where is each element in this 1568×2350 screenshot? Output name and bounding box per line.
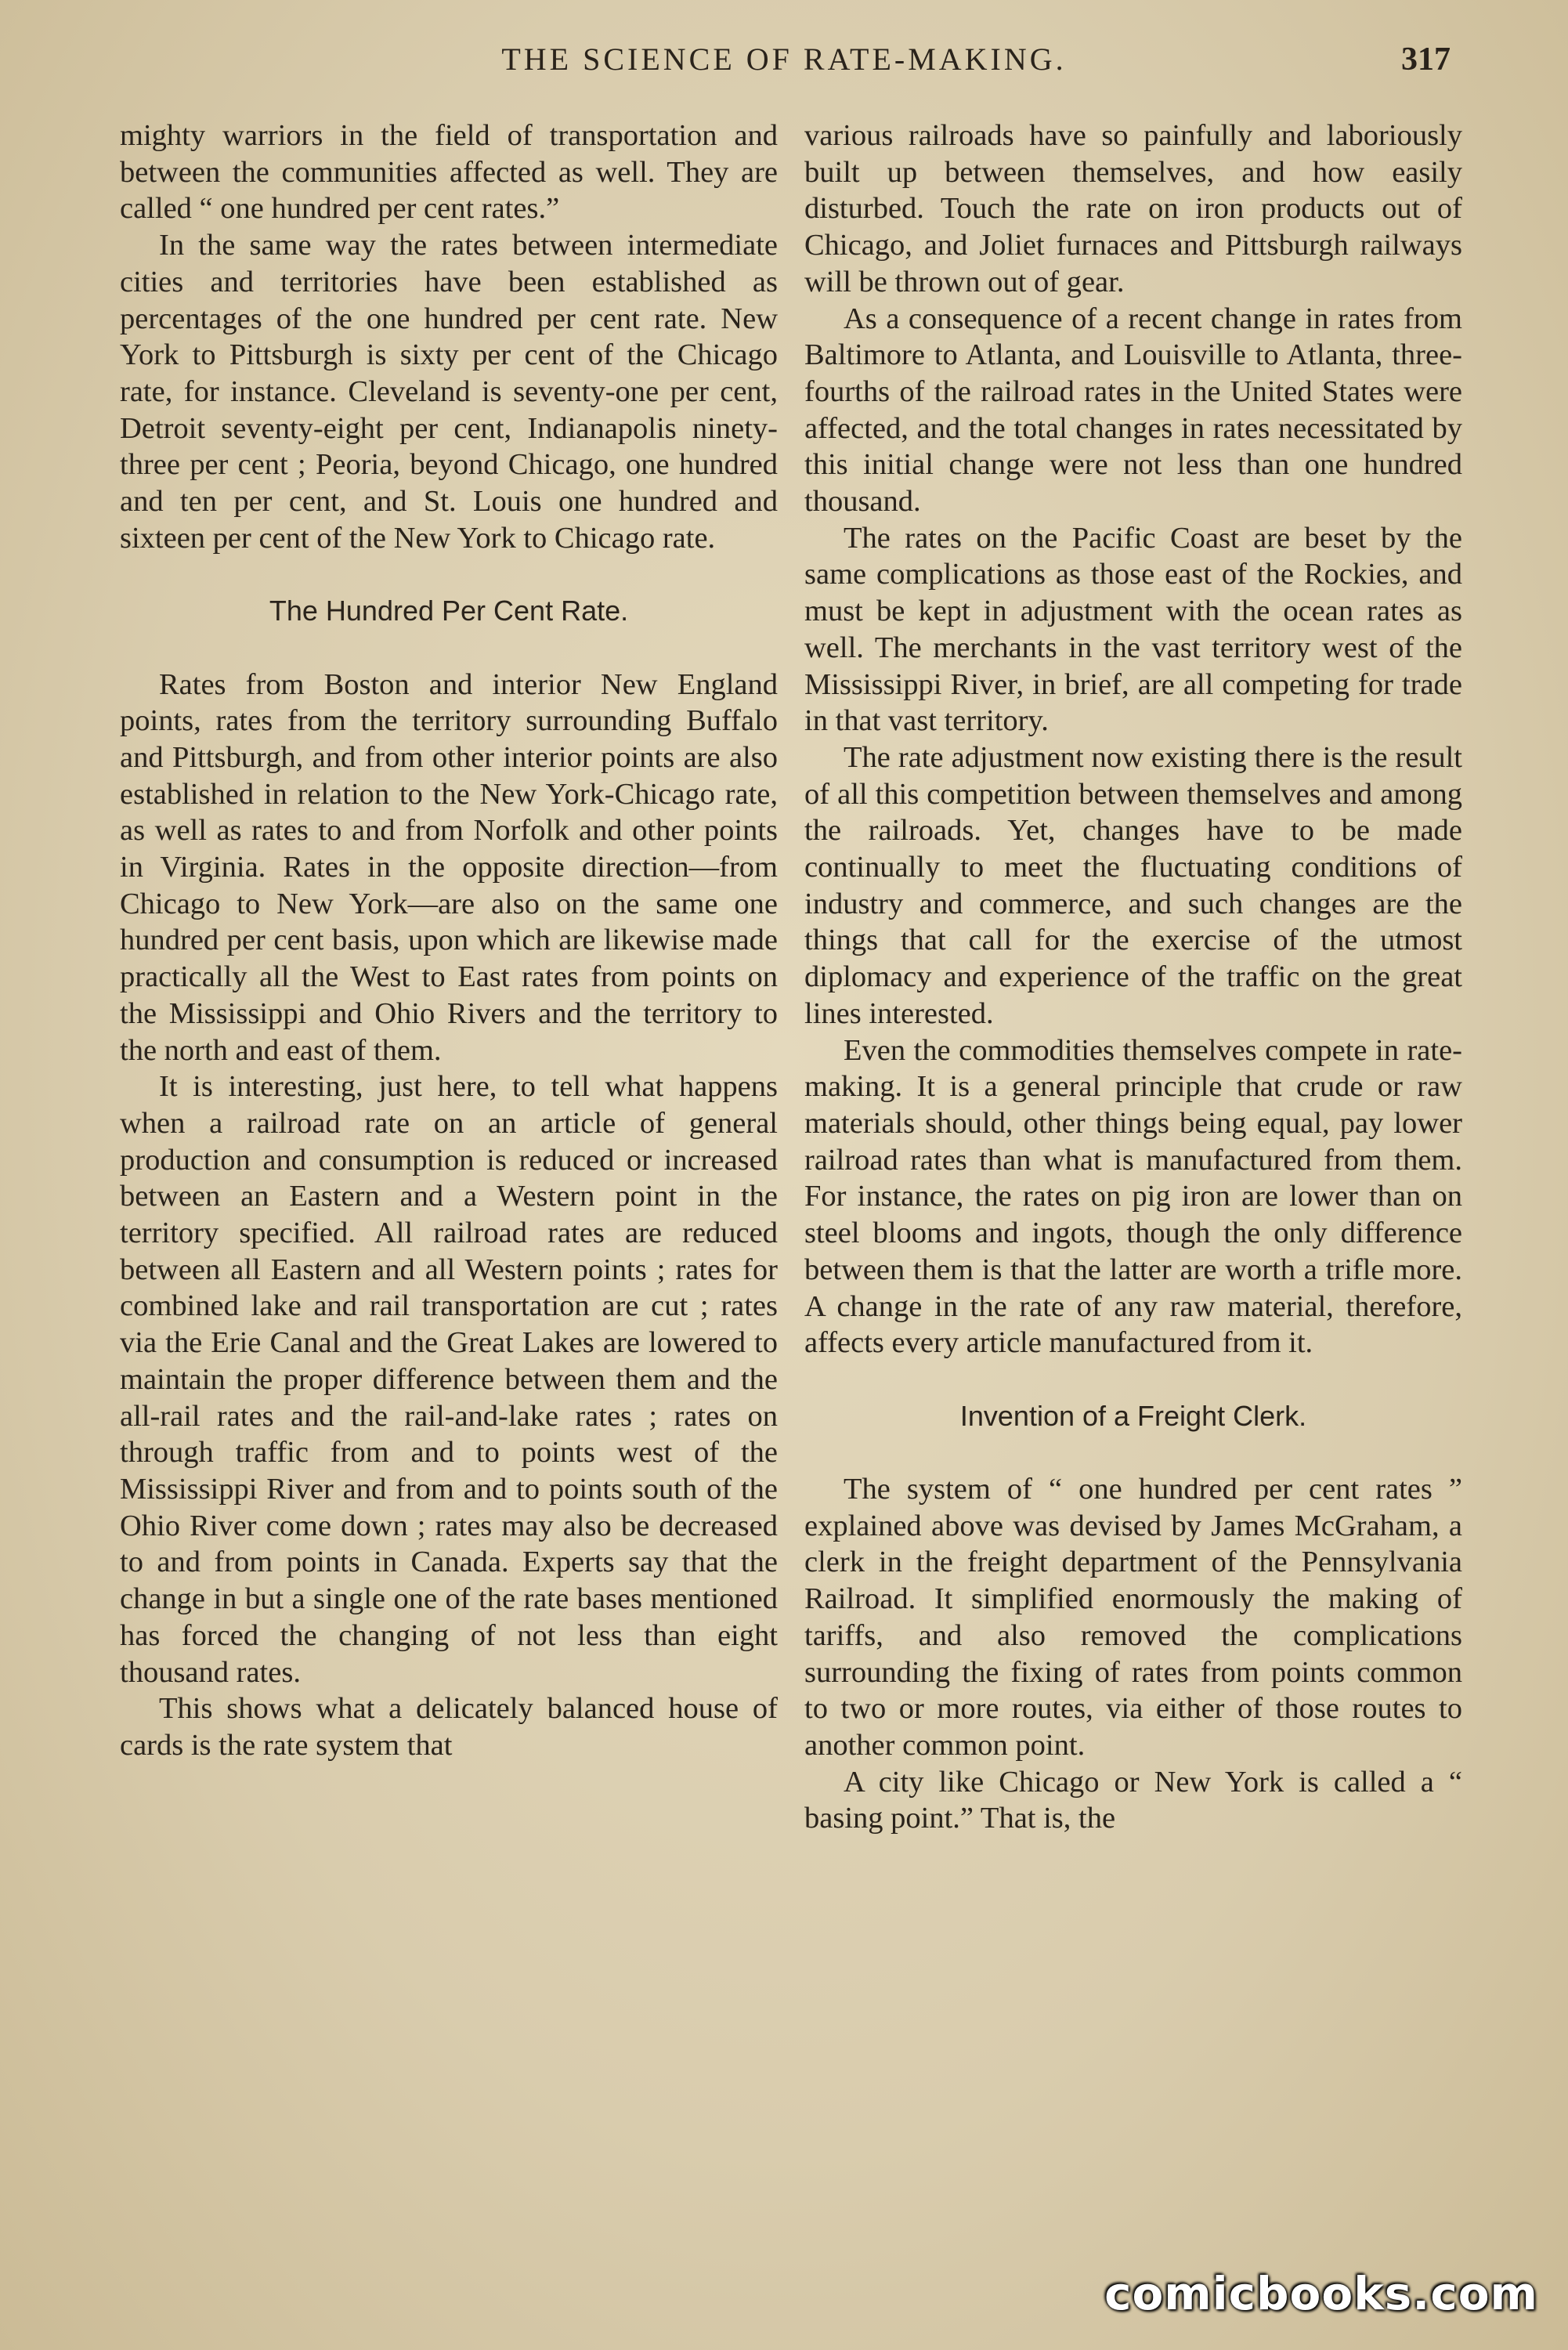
paragraph: This shows what a delicately balanced house of cards is the rate system that: [120, 1692, 778, 1762]
site-watermark: comicbooks.com: [1104, 2267, 1538, 2320]
paragraph: The rate adjustment now existing there is the result of all this competition between themselves and among the railroads. Yet, changes have to be made continually to meet the fluctuating conditions of industry and commerce, and such changes are the things that call for the exercise of the utmost diplomacy and experience of the traffic on the great lines interested.: [804, 740, 1462, 1030]
paragraph: It is interesting, just here, to tell what happens when a railroad rate on an article of general production and consumption is reduced or increased between an Eastern and a Western point in the territory specified. All railroad rates are reduced between all Eastern and all Western points ; rates for combined lake and rail transportation are cut ; rates via the Erie Canal and the Great Lakes are lowered to maintain the proper difference between them and the all-rail rates and the rail-and-lake rates ; rates on through traffic from and to points west of the Mississippi River and from and to points south of the Ohio River come down ; rates may also be decreased to and from points in Canada. Experts say that the change in but a single one of the rate bases mentioned has forced the changing of not less than eight thousand rates.: [120, 1070, 778, 1689]
paragraph: mighty warriors in the field of transportation and between the communities affected as well. They are called “ one hundred per cent rates.”: [120, 119, 778, 226]
paragraph: A city like Chicago or New York is called a “ basing point.” That is, the: [804, 1765, 1462, 1835]
running-title: THE SCIENCE OF RATE-MAKING.: [501, 42, 1067, 77]
section-heading: Invention of a Freight Clerk.: [959, 1399, 1307, 1432]
paragraph: Rates from Boston and interior New England points, rates from the territory surrounding Buffalo and Pittsburgh, and from other interior points are also established in relation to the New York-Chicago rate, as well as rates to and from Norfolk and other points in Virginia. Rates in the opposite direction—from Chicago to New York—are also on the same one hundred per cent basis, upon which are likewise made practically all the West to East rates from points on the Mississippi and Ohio Rivers and the territory to the north and east of them.: [120, 667, 778, 1067]
paragraph: various railroads have so painfully and laboriously built up between themselves, and how easily disturbed. Touch the rate on iron products out of Chicago, and Joliet furnaces and Pittsburgh railways will be thrown out of gear.: [804, 119, 1462, 298]
paragraph: As a consequence of a recent change in rates from Baltimore to Atlanta, and Louisville to Atlanta, three-fourths of the railroad rates in the United States were affected, and the total changes in rates necessitated by this initial change were not less than one hundred thousand.: [804, 302, 1462, 519]
paragraph: The rates on the Pacific Coast are beset by the same complications as those east of the Rockies, and must be kept in adjustment with the ocean rates as well. The merchants in the vast territory west of the Mississippi River, in brief, are all competing for trade in that vast territory.: [804, 521, 1462, 738]
running-header: [117, 41, 1451, 88]
page-number: 317: [1401, 42, 1451, 78]
section-heading: The Hundred Per Cent Rate.: [269, 595, 629, 627]
paragraph: Even the commodities themselves compete in rate-making. It is a general principle that crude or raw materials should, other things being equal, pay lower railroad rates than what is manufactured from them. For instance, the rates on pig iron are lower than on steel blooms and ingots, though the only difference between them is that the latter are worth a trifle more. A change in the rate of any raw material, therefore, affects every article manufactured from it.: [804, 1033, 1462, 1360]
paragraph: In the same way the rates between intermediate cities and territories have been established as percentages of the one hundred per cent rate. New York to Pittsburgh is sixty per cent of the Chicago rate, for instance. Cleveland is seventy-one per cent, Detroit seventy-eight per cent, Indianapolis ninety-three per cent ; Peoria, beyond Chicago, one hundred and ten per cent, and St. Louis one hundred and sixteen per cent of the New York to Chicago rate.: [120, 229, 778, 555]
paragraph: The system of “ one hundred per cent rates ” explained above was devised by James McGraham, a clerk in the freight department of the Pennsylvania Railroad. It simplified enormously the making of tariffs, and also removed the complications surrounding the fixing of rates from points common to two or more routes, via either of those routes to another common point.: [804, 1472, 1462, 1762]
left-column: [120, 118, 778, 1764]
right-column: [804, 118, 1462, 1837]
